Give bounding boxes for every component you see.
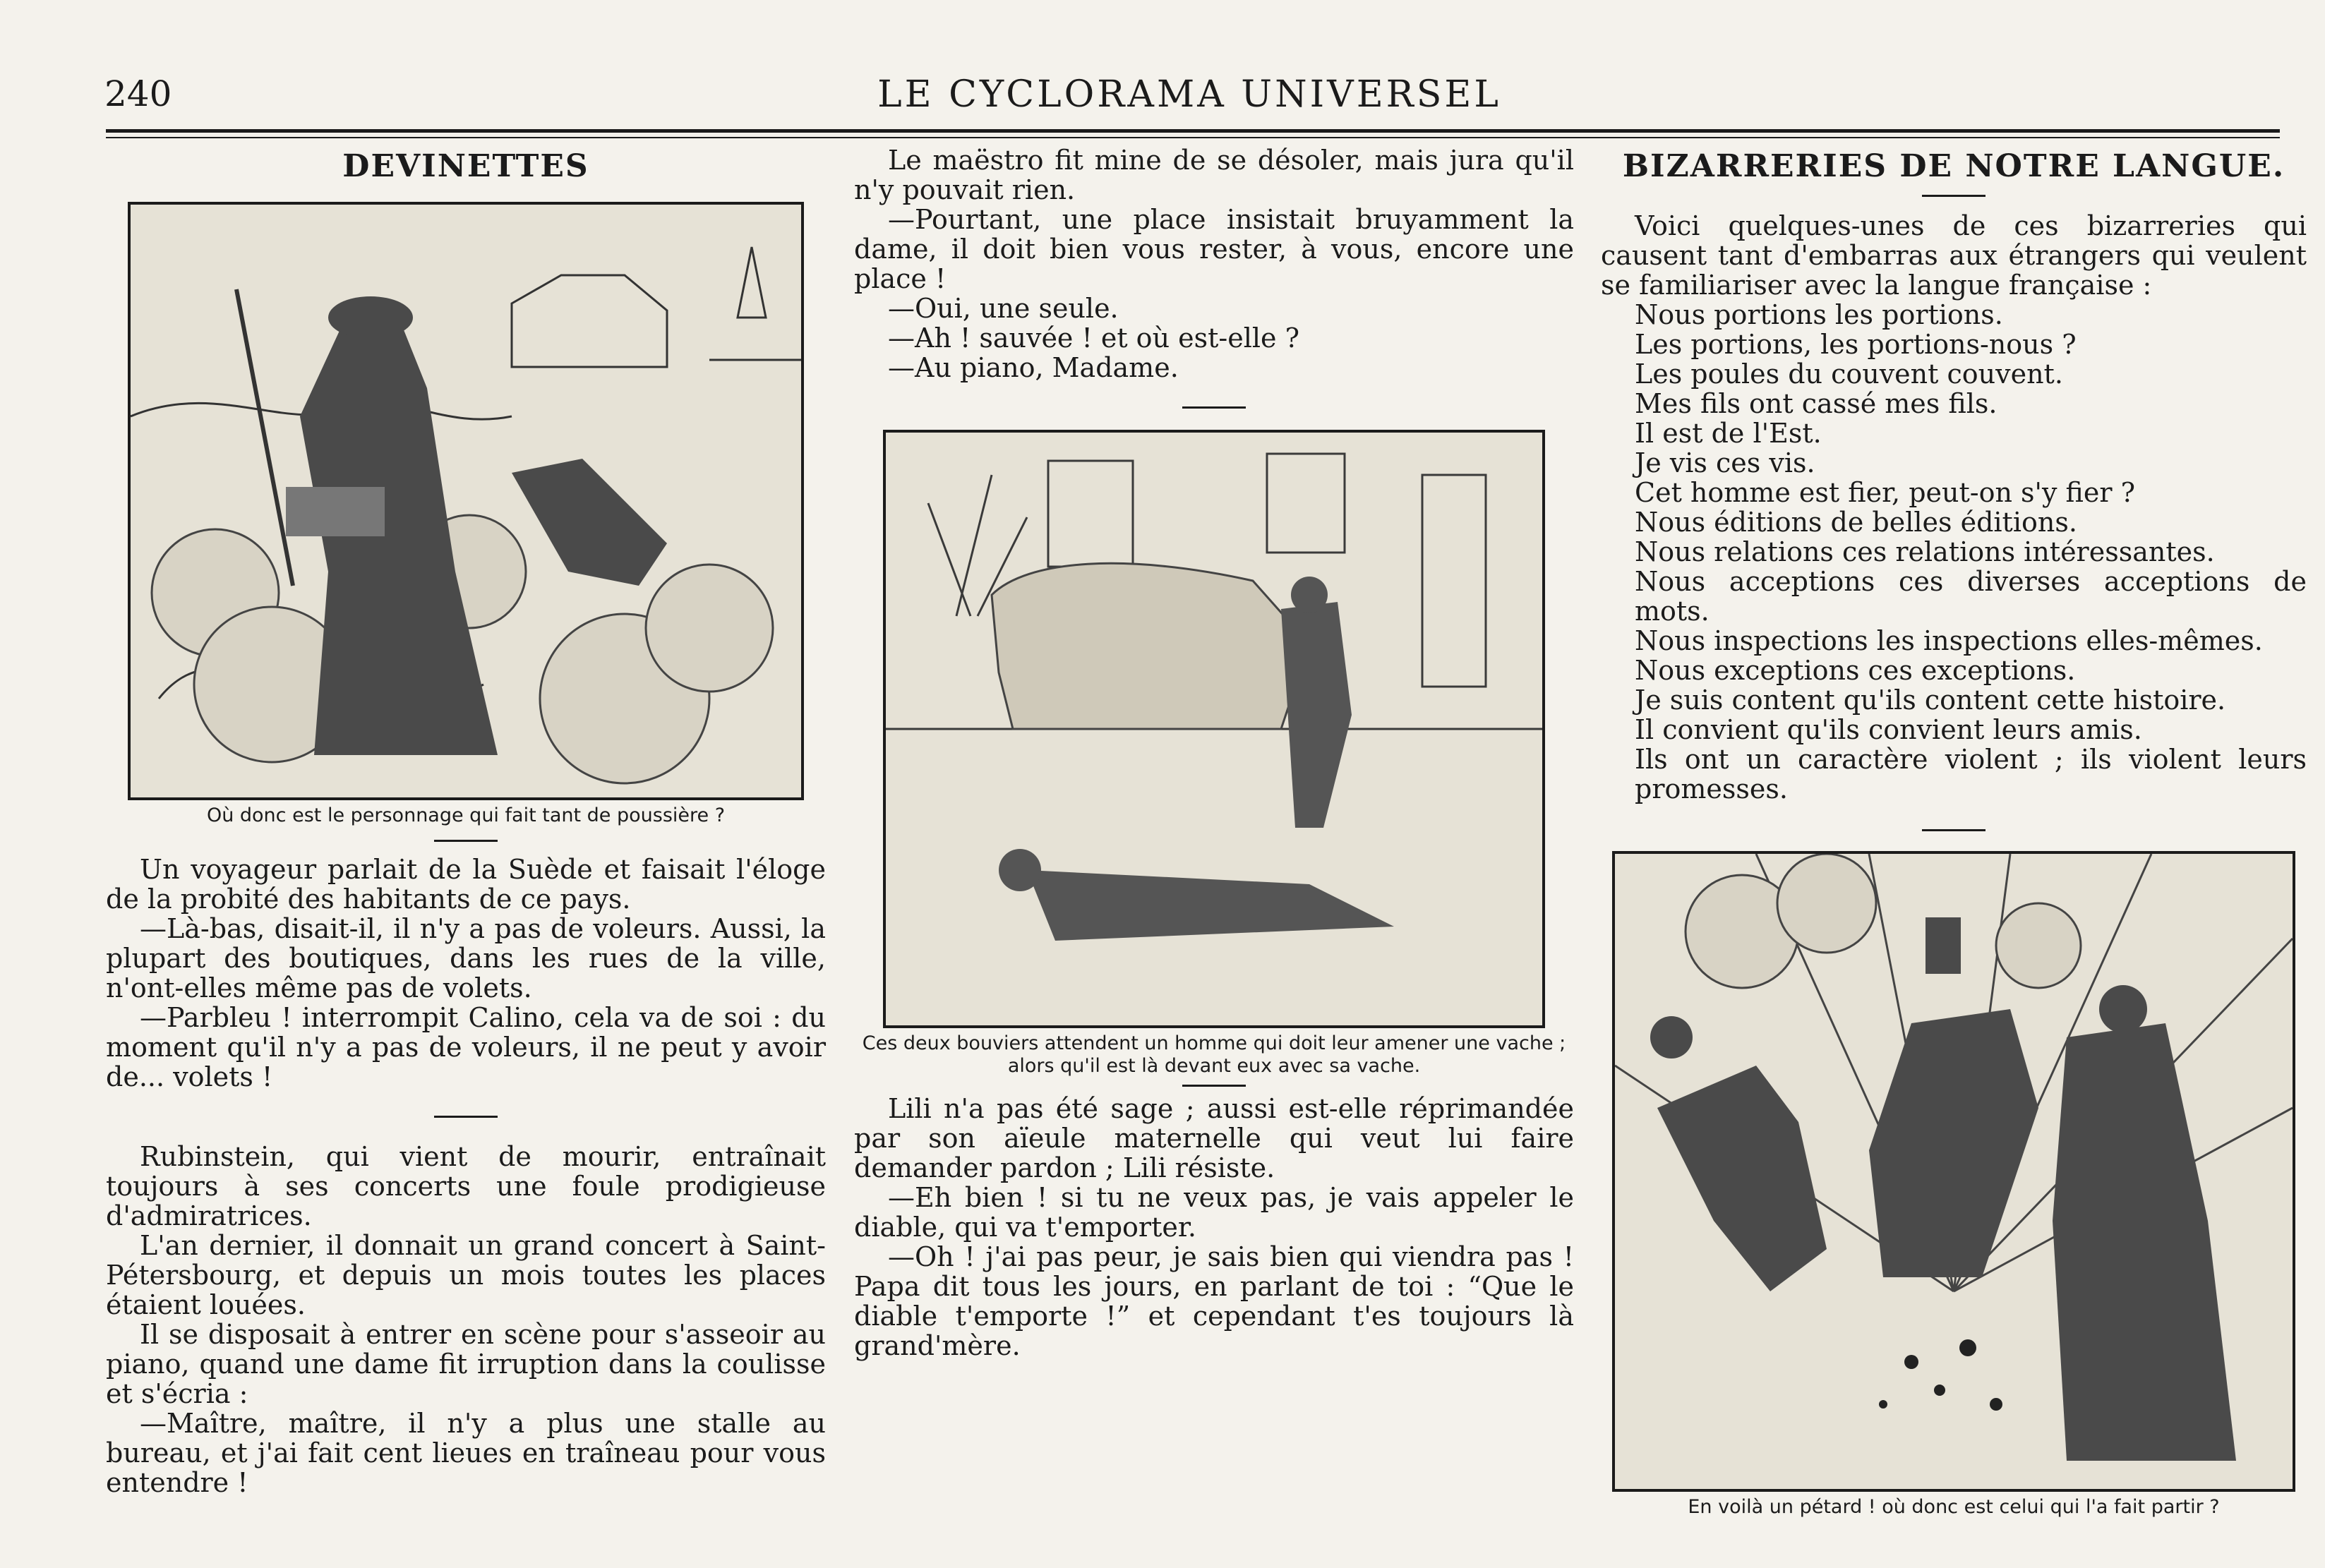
explosion-engraving bbox=[1615, 854, 2293, 1489]
header-rule-thin bbox=[106, 137, 2280, 138]
story-paragraph: —Pourtant, une place insistait bruyamment la dame, il doit bien vous rester, à vous, encore une place ! bbox=[854, 204, 1574, 294]
bizarreries-example: Nous acceptions ces diverses acceptions de mots. bbox=[1635, 566, 2307, 627]
separator bbox=[1922, 829, 1985, 831]
story-paragraph: —Oui, une seule. bbox=[888, 293, 1119, 324]
bizarreries-example: Les poules du couvent couvent. bbox=[1635, 358, 2063, 390]
story-paragraph: —Oh ! j'ai pas peur, je sais bien qui viendra pas ! Papa dit tous les jours, en parlant de toi : “Que le diable t'emporte !” et cependant t'es toujours là grand'mère. bbox=[854, 1241, 1574, 1361]
story-paragraph: Le maëstro fit mine de se désoler, mais jura qu'il n'y pouvait rien. bbox=[854, 145, 1574, 205]
story-paragraph: —Parbleu ! interrompit Calino, cela va de soi : du moment qu'il n'y a pas de voleurs, il ne peut y avoir de... volets ! bbox=[106, 1002, 826, 1092]
caption-petard: En voilà un pétard ! où donc est celui qui l'a fait partir ? bbox=[1688, 1496, 2220, 1518]
separator bbox=[434, 840, 498, 842]
bizarreries-example: Ils ont un caractère violent ; ils violent leurs promesses. bbox=[1635, 744, 2307, 804]
separator bbox=[434, 1116, 498, 1118]
bizarreries-example: Nous exceptions ces exceptions. bbox=[1635, 655, 2076, 686]
running-title: LE CYCLORAMA UNIVERSEL bbox=[877, 73, 1501, 116]
separator bbox=[1182, 1085, 1246, 1087]
story-paragraph: Lili n'a pas été sage ; aussi est-elle réprimandée par son aïeule maternelle qui veut lui faire demander pardon ; Lili résiste. bbox=[854, 1093, 1574, 1183]
caption-bouviers: Ces deux bouviers attendent un homme qui doit leur amener une vache ; alors qu'il est là devant eux avec sa vache. bbox=[862, 1032, 1566, 1077]
bizarreries-example: Je vis ces vis. bbox=[1635, 447, 1815, 478]
illustration-petard bbox=[1612, 851, 2295, 1492]
bizarreries-example: Les portions, les portions-nous ? bbox=[1635, 329, 2077, 360]
bizarreries-example: Il est de l'Est. bbox=[1635, 418, 1822, 449]
column-right bbox=[1601, 145, 2307, 1519]
bizarreries-example: Nous relations ces relations intéressantes. bbox=[1635, 536, 2215, 567]
illustration-dust-cloud bbox=[128, 202, 804, 800]
story-paragraph: Rubinstein, qui vient de mourir, entraînait toujours à ses concerts une foule prodigieuse d'admiratrices. bbox=[106, 1141, 826, 1231]
story-paragraph: Il se disposait à entrer en scène pour s'asseoir au piano, quand une dame fit irruption dans la coulisse et s'écria : bbox=[106, 1319, 826, 1409]
bouviers-engraving bbox=[886, 433, 1542, 1025]
bizarreries-example: Mes fils ont cassé mes fils. bbox=[1635, 388, 1997, 419]
section-title-bizarreries: BIZARRERIES DE NOTRE LANGUE. bbox=[1622, 148, 2285, 184]
column-middle bbox=[854, 145, 1574, 1361]
story-lili bbox=[854, 1094, 1574, 1361]
story-paragraph: —Là-bas, disait-il, il n'y a pas de voleurs. Aussi, la plupart des boutiques, dans les rues de la ville, n'ont-elles même pas de volets. bbox=[106, 913, 826, 1003]
story-paragraph: Un voyageur parlait de la Suède et faisait l'éloge de la probité des habitants de ce pays. bbox=[106, 854, 826, 915]
story-rubinstein-part1 bbox=[106, 1142, 826, 1497]
column-left bbox=[106, 145, 826, 1497]
story-paragraph: —Au piano, Madame. bbox=[888, 352, 1179, 383]
bizarreries-intro: Voici quelques-unes de ces bizarreries qui causent tant d'embarras aux étrangers qui veulent se familiariser avec la langue française : bbox=[1601, 210, 2307, 301]
story-paragraph: L'an dernier, il donnait un grand concert à Saint-Pétersbourg, et depuis un mois toutes les places étaient louées. bbox=[106, 1230, 826, 1320]
story-paragraph: —Ah ! sauvée ! et où est-elle ? bbox=[888, 322, 1299, 354]
page-header bbox=[99, 71, 2280, 127]
illustration-bouviers bbox=[883, 430, 1545, 1028]
bizarreries-example: Cet homme est fier, peut-on s'y fier ? bbox=[1635, 477, 2135, 508]
bizarreries-example: Il convient qu'ils convient leurs amis. bbox=[1635, 714, 2142, 745]
header-rule bbox=[106, 129, 2280, 133]
bizarreries-example: Nous portions les portions. bbox=[1635, 299, 2003, 330]
dust-cloud-engraving bbox=[131, 205, 801, 797]
section-title-devinettes: DEVINETTES bbox=[342, 148, 589, 184]
caption-devinettes: Où donc est le personnage qui fait tant de poussière ? bbox=[206, 804, 726, 826]
page-number: 240 bbox=[104, 73, 172, 114]
bizarreries-example: Nous inspections les inspections elles-mêmes. bbox=[1635, 625, 2263, 656]
story-paragraph-continued: —Maître, maître, il n'y a plus une stalle au bureau, et j'ai fait cent lieues en traîneau pour vous entendre ! bbox=[106, 1408, 826, 1498]
separator bbox=[1922, 195, 1985, 197]
separator bbox=[1182, 406, 1246, 409]
bizarreries-examples-list bbox=[1601, 300, 2307, 804]
bizarreries-example: Nous éditions de belles éditions. bbox=[1635, 507, 2077, 538]
story-suede bbox=[106, 855, 826, 1092]
story-rubinstein-part2 bbox=[854, 145, 1574, 382]
bizarreries-example: Je suis content qu'ils content cette histoire. bbox=[1635, 685, 2226, 716]
story-paragraph: —Eh bien ! si tu ne veux pas, je vais appeler le diable, qui va t'emporter. bbox=[854, 1182, 1574, 1243]
